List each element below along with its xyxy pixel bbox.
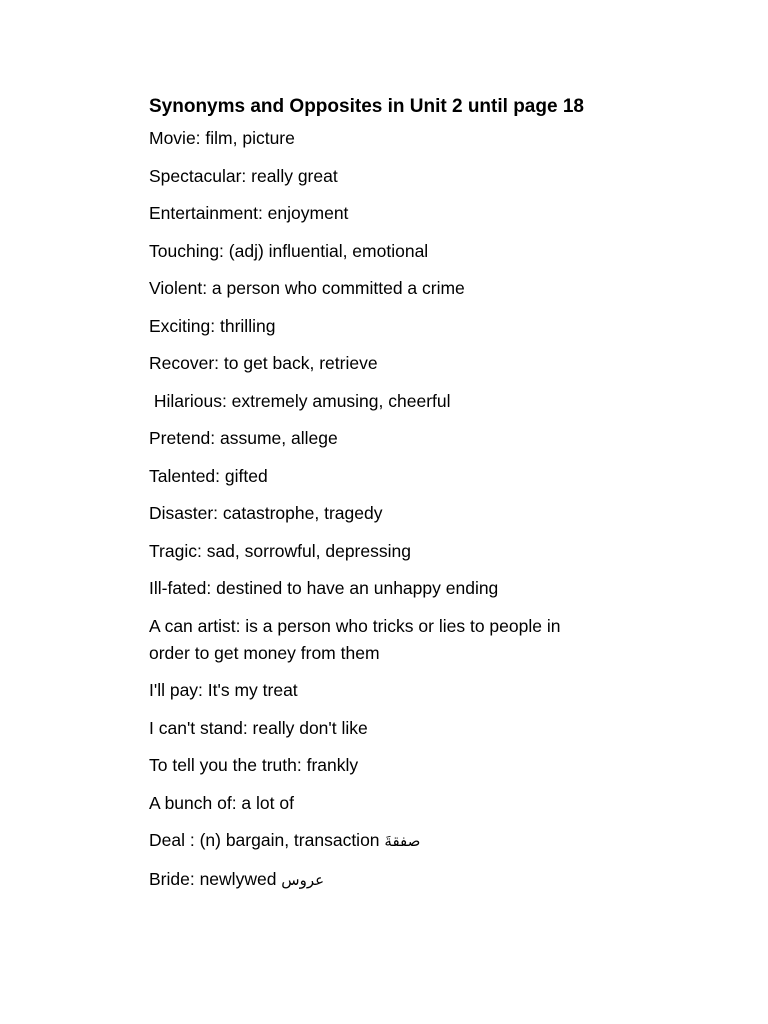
vocab-entry: Violent: a person who committed a crime — [149, 278, 465, 298]
vocab-entry: A bunch of: a lot of — [149, 792, 294, 813]
vocab-entry: Movie: film, picture — [149, 128, 295, 148]
document-title: Synonyms and Opposites in Unit 2 until page 18 — [149, 96, 584, 117]
arabic-translation: صفقةَ — [384, 832, 421, 850]
entry-text: Bride: newlywed — [149, 868, 282, 889]
vocab-entry: Recover: to get back, retrieve — [149, 353, 378, 373]
vocab-entry: Pretend: assume, allege — [149, 428, 338, 448]
vocab-entry: A can artist: is a person who tricks or lies to people in order to get money from them — [149, 615, 561, 663]
vocab-entry: Hilarious: extremely amusing, cheerful — [149, 390, 451, 411]
vocab-entry: Ill-fated: destined to have an unhappy ending — [149, 578, 499, 598]
vocab-entry — [149, 827, 619, 855]
vocab-entry: To tell you the truth: frankly — [149, 755, 359, 775]
entry-text: Deal : (n) bargain, transaction — [149, 830, 385, 850]
vocab-entry: Talented: gifted — [149, 465, 268, 486]
vocab-entry — [149, 866, 619, 894]
vocab-entry: Tragic: sad, sorrowful, depressing — [149, 540, 411, 561]
vocab-entry: Touching: (adj) influential, emotional — [149, 240, 429, 261]
arabic-translation: عروس — [281, 870, 325, 889]
document-page — [149, 92, 619, 904]
vocab-entry: Disaster: catastrophe, tragedy — [149, 503, 383, 523]
vocab-entry: Entertainment: enjoyment — [149, 203, 349, 223]
vocab-entry: I can't stand: really don't like — [149, 717, 368, 738]
vocab-entry: I'll pay: It's my treat — [149, 680, 298, 700]
vocab-entry: Exciting: thrilling — [149, 315, 276, 336]
vocab-entry: Spectacular: really great — [149, 165, 338, 186]
